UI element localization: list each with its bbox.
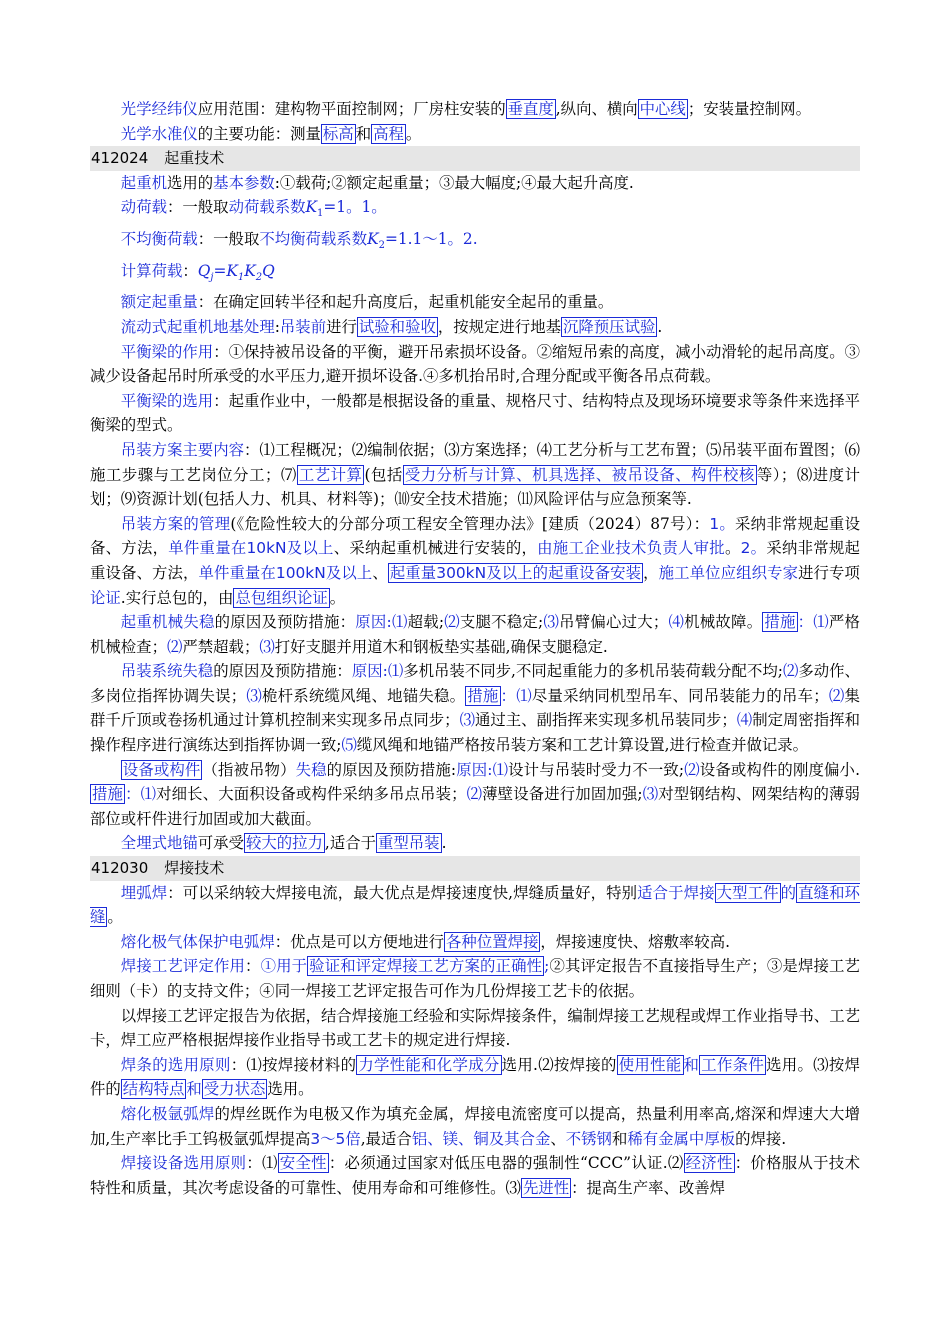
- paragraph-theodolite: 光学经纬仪应用范围：建构物平面控制网；厂房柱安装的 垂直度 ,纵向、横向 中心线 ；安装量控制网。: [120, 100, 811, 118]
- paragraph-level: 光学水准仪的主要功能：测量 标高 和 高程 。: [120, 124, 422, 143]
- paragraph-mig: 熔化极氩弧焊的焊丝既作为电极又作为填充金属，焊接电流密度可以提高，热量利用率高,熔深和焊速大大增加,生产率比手工钨极氩弧焊提高3～5倍,最适合铝、镁、铜及其合金、不锈钢和稀有金属中厚板的焊接.: [90, 1104, 860, 1148]
- paragraph-crane-params: 起重机选用的基本参数:①载荷;②额定起重量；③最大幅度;④最大起升高度.: [120, 173, 634, 192]
- paragraph-foundation: 流动式起重机地基处理:吊装前进行 试验和验收 ，按规定进行地基 沉降预压试验 .: [120, 317, 663, 336]
- paragraph-gmaw: 熔化极气体保护电弧焊：优点是可以方便地进行 各种位置焊接 ，焊接速度快、熔敷率较高.: [120, 932, 730, 951]
- paragraph-equipment-selection: 焊接设备选用原则：⑴ 安全性 ：必须通过国家对低压电器的强制性“CCC”认证.⑵ 经济性 ：价格服从于技术特性和质量，其次考虑设备的可靠性、使用寿命和可维修性。⑶ 先进性 ：提高生产率、改善焊: [90, 1154, 860, 1197]
- document-body: [90, 95, 860, 1200]
- paragraph-calc-load: 计算荷载：$Q_j=K_1K_2Q$: [120, 261, 275, 283]
- paragraph-lifting-plan: 吊装方案主要内容：⑴工程概况；⑵编制依据；⑶方案选择；⑷工艺分析与工艺布置；⑸吊装平面布置图；⑹施工步骤与工艺岗位分工；⑺ 工艺计算 (包括 受力分析与计算、机具选择、被吊设备、构件校核 等）；⑻进度计划；⑼资源计划(包括人力、机具、材料等)；⑽安全技术措施；⑾风险评估与应急预案等.: [90, 440, 860, 509]
- paragraph-beam-selection: 平衡梁的选用：起重作业中，一般都是根据设备的重量、规格尺寸、结构特点及现场环境要求等条件来选择平衡梁的型式。: [90, 391, 860, 435]
- paragraph-system-instability: 吊装系统失稳的原因及预防措施：原因:⑴多机吊装不同步,不同起重能力的多机吊装荷载分配不均;⑵多动作、多岗位指挥协调失误；⑶桅杆系统缆风绳、地锚失稳。 措施 ：⑴尽量采纳同机型吊车、同吊装能力的吊车；⑵集群千斤顶或卷扬机通过计算机控制来实现多吊点同步；⑶通过主、副指挥来实现多机吊装同步；⑷制定周密指挥和操作程序进行演练达到指挥协调一致;⑸缆风绳和地锚严格按吊装方案和工艺计算设置,进行检查并做记录。: [90, 662, 860, 755]
- paragraph-beam-function: 平衡梁的作用：①保持被吊设备的平衡，避开吊索损坏设备。②缩短吊索的高度，减小动滑轮的起吊高度。③减少设备起吊时所承受的水平压力,避开损坏设备.④多机抬吊时,合理分配或平衡各吊点荷载。: [90, 342, 860, 386]
- paragraph-submerged-arc: 埋弧焊：可以采纳较大焊接电流，最大优点是焊接速度快,焊缝质量好，特别适合于焊接 大型工件 的 直缝和环缝 。: [90, 883, 860, 927]
- paragraph-uneven-load: 不均衡荷载：一般取不均衡荷载系数$K_2=1.1\sim 1$。2.: [120, 230, 478, 252]
- paragraph-rated-capacity: 额定起重量：在确定回转半径和起升高度后，起重机能安全起吊的重量。: [120, 293, 614, 312]
- section-heading-412030: 412030 焊接技术: [90, 856, 860, 881]
- section-heading-412024: 412024 起重技术: [90, 146, 860, 171]
- paragraph-component-instability: 设备或构件 （指被吊物）失稳的原因及预防措施:原因:⑴设计与吊装时受力不一致;⑵设备或构件的刚度偏小.措施 ：⑴对细长、大面积设备或构件采纳多吊点吊装；⑵薄壁设备进行加固加强;⑶对型钢结构、网架结构的薄弱部位或杆件进行加固或加大截面。: [90, 760, 860, 828]
- paragraph-procedure-spec: 以焊接工艺评定报告为依据，结合焊接施工经验和实际焊接条件，编制焊接工艺规程或焊工作业指导书、工艺卡，焊工应严格根据焊接作业指导书或工艺卡的规定进行焊接.: [90, 1006, 860, 1050]
- paragraph-procedure-qualification: 焊接工艺评定作用：①用于 验证和评定焊接工艺方案的正确性 ;②其评定报告不直接指导生产；③是焊接工艺细则（卡）的支持文件；④同一焊接工艺评定报告可作为几份焊接工艺卡的依据。: [90, 957, 860, 1001]
- paragraph-plan-management: 吊装方案的管理(《危险性较大的分部分项工程安全管理办法》[建质（2024）87号）：1。采纳非常规起重设备、方法，单件重量在10kN及以上、采纳起重机械进行安装的，由施工企业技术负责人审批。2。采纳非常规起重设备、方法，单件重量在100kN及以上、 起重量300kN及以上的起重设备安装 ，施工单位应组织专家进行专项论证.实行总包的，由 总包组织论证 。: [90, 514, 860, 607]
- paragraph-dynamic-load: 动荷载：一般取动荷载系数$K_1=1$。1。: [120, 198, 387, 220]
- paragraph-electrode-selection: 焊条的选用原则：⑴按焊接材料的 力学性能和化学成分 选用.⑵按焊接的 使用性能 和 工作条件 选用。⑶按焊件的 结构特点 和 受力状态 选用。: [90, 1055, 860, 1099]
- paragraph-anchor: 全埋式地锚可承受 较大的拉力 ,适合于 重型吊装 .: [120, 834, 447, 853]
- paragraph-crane-instability: 起重机械失稳的原因及预防措施：原因:⑴超载;⑵支腿不稳定;⑶吊臂偏心过大；⑷机械故障。 措施 ：⑴严格机械检查；⑵严禁超载；⑶打好支腿并用道木和钢板垫实基础,确保支腿稳定.: [90, 613, 860, 656]
